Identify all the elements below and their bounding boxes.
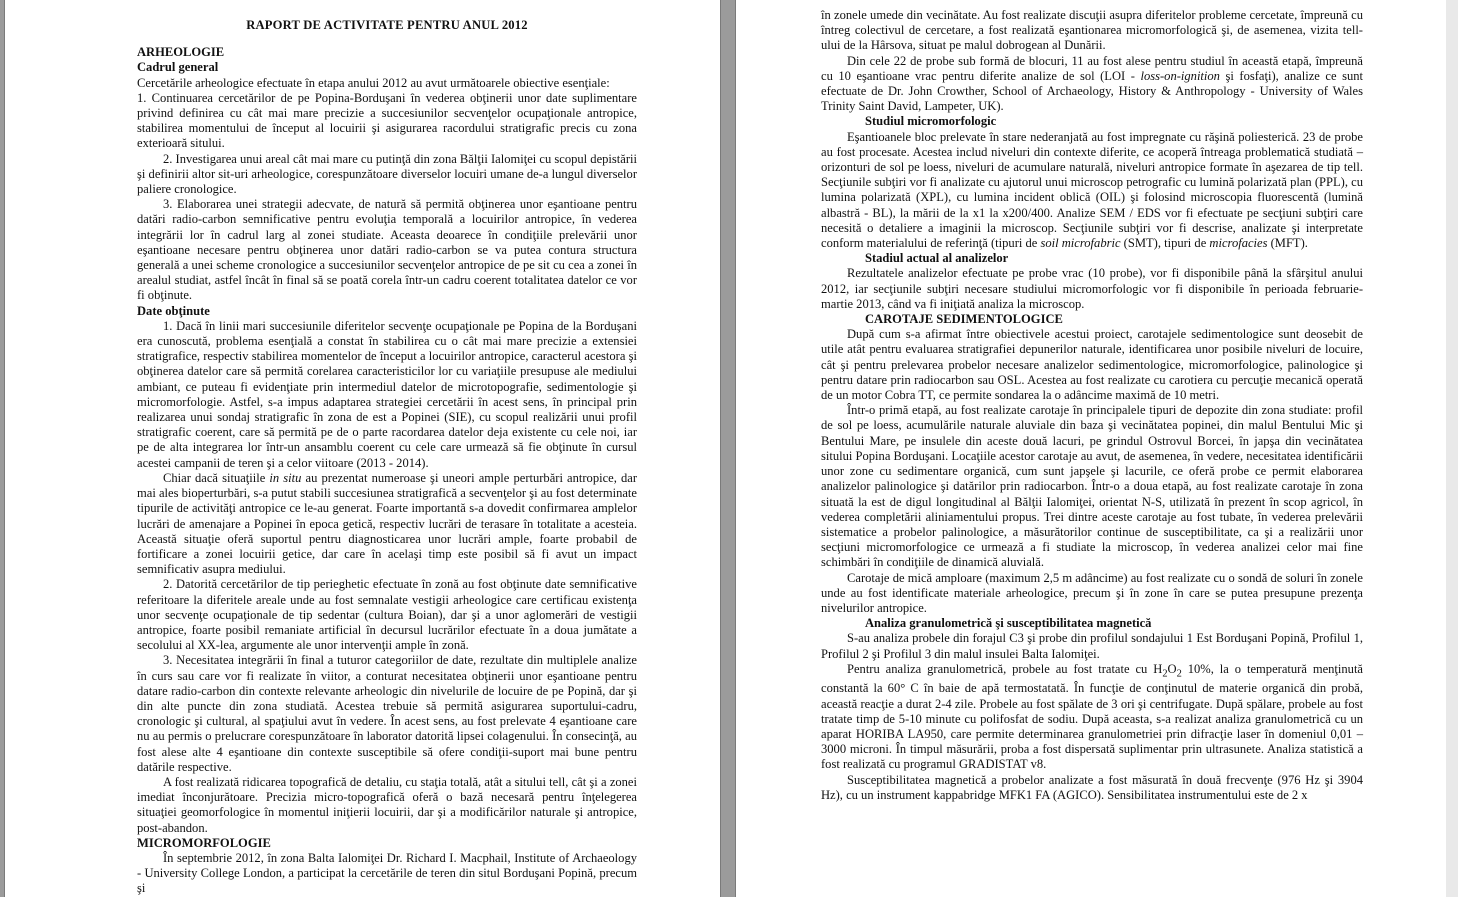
subheading-studiul-micromorfologic: Studiul micromorfologic [865,114,997,129]
subheading-date-obtinute: Date obţinute [137,303,210,318]
subheading-analiza-granulometrica: Analiza granulometrică şi susceptibilitatea magnetică [865,616,1152,631]
heading-carotaje-sedimentologice: CAROTAJE SEDIMENTOLOGICE [865,312,1063,327]
paragraph: Chiar dacă situaţiile in situ au prezentat numeroase şi uneori ample perturbări antropice, dar mai ales bioperturbări, s-a putut stabili succesiunea stratigrafică a secvenţelor şi au fost determinate tipurile de activităţi antropice ce le-au generat. Foarte importantă s-a dovedit confirmarea amplelor lucrări de amenajare a Popinei în epoca getică, respectiv lucrări de terasare în totalitate a acesteia. Această situaţie oferă suportul pentru diagnosticarea unor lucrări ample, foarte probabil de fortificare a zonei locuirii getice, dar care în acelaşi timp este posibil să fi avut un impact semnificativ asupra mediului. [137,470,638,577]
viewer-right-margin [1446,0,1458,897]
heading-micromorfologie: MICROMORFOLOGIE [137,835,271,850]
italic-text: in situ [269,470,302,485]
page-left-text [137,18,637,897]
paragraph: Rezultatele analizelor efectuate pe probe vrac (10 probe), vor fi disponibile până la sfârşitul anului 2012, iar secţiunile subţiri necesare studiului micromorfologic vor fi disponibile în perioada februarie-martie 2013, când va fi iniţiată analiza la microscop. [821,266,1363,311]
paragraph: Din cele 22 de probe sub formă de blocuri, 11 au fost alese pentru studiul în această etapă, împreună cu 10 eşantioane vrac pentru diferite analize de sol (LOI - loss-on-ignition şi fosfaţi), analize ce sunt efectuate de Dr. John Crowther, School of Archaeology, History & Anthropology - University of Wales Trinity Saint David, Lampeter, UK). [821,53,1363,114]
paragraph: 1. Continuarea cercetărilor de pe Popina-Borduşani în vederea obţinerii unor date suplimentare privind definirea cu cât mai mare precizie a succesiunilor secvenţelor ocupaţionale antropice, stabilirea momentului de început al locuirii şi asigurarea racordului stratigrafic precis cu zona exterioară sitului. [137,90,637,151]
paragraph: A fost realizată ridicarea topografică de detaliu, cu staţia totală, atât a sitului tell, cât şi a zonei imediat înconjurătoare. Precizia micro-topografică oferă o bază necesară pentru înţelegerea situaţiei geomorfologice în momentul iniţierii locuirii, dar şi a modificărilor naturale şi antropice, post-abandon. [137,774,637,835]
paragraph: Eşantioanele bloc prelevate în stare nederanjată au fost impregnate cu răşină poliesterică. 23 de probe au fost procesate. Acestea includ niveluri din contexte diferite, ce acoperă întreaga problematică studiată – orizonturi de sol pe loess, niveluri de acumulare naturală, niveluri antropice formate în aşezarea de tip tell. Secţiunile subţiri vor fi analizate cu ajutorul unui microscop petrografic cu lumină polarizată plan (PPL), cu lumina polarizată (XPL), cu lumina incident oblică (OIL) şi folosind microscopia fluorescentă (lumină albastră - BL), la mării de la x1 la x200/400. Analize SEM / EDS vor fi efectuate pe secţiuni subţiri care necesită o detaliere a imaginii la microscop. Secţiunile subţiri vor fi descrise, analizate şi interpretate conform materialului de referinţă (tipuri de soil microfabric (SMT), tipuri de microfacies (MFT). [821,129,1363,251]
subheading-cadrul-general: Cadrul general [137,60,219,75]
subheading-stadiul-actual: Stadiul actual al analizelor [865,251,1009,266]
paragraph: Într-o primă etapă, au fost realizate carotaje în principalele tipuri de depozite din zona studiate: profil de sol pe loess, acumulările naturale aluviale din baza şi vecinătatea popinei, din malul Bentului Mic şi Bentului Mare, pe insulele din aceste două lacuri, pe grindul Ostrovul Borcei, în japşa din vecinătatea sitului Popina Borduşani. Locaţiile acestor carotaje au avut, de asemenea, în vedere, necesitatea identificării unor zone cu sedimentare organică, cum sunt japşele şi lacurile, ce oferă probe ce permit elaborarea analizelor palinologice şi datărilor prin radiocarbon. Într-o a doua etapă, au fost realizate carotaje în zona situată la est de digul longitudinal al Bălţii Ialomiţei, orientat N-S, utilizată în prezent în scop agricol, în vederea completării aliniamentului propus. Trei dintre aceste carotaje au fost tubate, în vederea prelevării sistematice a probelor palinologice, a măsurătorilor continue de susceptibilitate, ca şi a realizării unor secţiuni micromorfologice ce urmează a fi studiate la microscop, în vederea analizei celor mai fine schimbări în condiţiile de dinamică aluvială. [821,403,1363,570]
paragraph: 2. Datorită cercetărilor de tip perieghetic efectuate în zonă au fost obţinute date semnificative referitoare la diferitele areale unde au fost semnalate vestigii arheologice care certificau existenţa unor secvenţe ocupaţionale de tip sedentar (cultura Boian), dar şi a unor aglomerări de vestigii antropice, foarte posibil remaniate artificial în decursul lucrărilor efectuate în a doua jumătate a secolului al XX-lea, argumente ale unor intervenţii ample în zonă. [137,577,637,653]
paragraph: 3. Elaborarea unei strategii adecvate, de natură să permită obţinerea unor eşantioane pentru datări radio-carbon semnificative pentru evoluţia temporală a locuirilor antropice, în vederea integrării lor în cadrul larg al zonei studiate. Aceasta deoarece în condiţiile prelevării unor eşantioane necesare pentru obţinerea unor datări radio-carbon se va putea contura structura generală a unei scheme cronologice a succesiunilor secvenţelor antropice de pe sit cu cea a zonei în arealul studiat, astfel încât în final să se poată corela într-un cadru coerent totalitatea datelor ce vor fi obţinute. [137,197,637,303]
paragraph: Carotaje de mică amploare (maximum 2,5 m adâncime) au fost realizate cu o sondă de soluri în zonele unde au fost identificate materiale arheologice, precum şi în zone în care se putea presupune prezenţa nivelurilor antropice. [821,570,1363,615]
italic-text: microfacies [1209,236,1268,251]
paragraph: în zonele umede din vecinătate. Au fost realizate discuţii asupra diferitelor probleme cercetate, împreună cu întreg colectivul de cercetare, a fost realizată eşantionarea micromorfologică şi, de asemenea, vizita tell-ului de la Hârsova, situat pe malul dobrogean al Dunării. [821,8,1363,53]
paragraph: 3. Necesitatea integrării în final a tuturor categoriilor de date, rezultate din multiplele analize în curs sau care vor fi realizate în viitor, a conturat necesitatea obţinerii unor eşantioane pentru datare radio-carbon din contexte relevante arheologic din nivelurile de locuire de pe Popină, dar şi din alte puncte din zona studiată. Acestea trebuie să permită asigurarea suportului-cadru, cronologic şi cultural, al spaţiului avut în vedere. În acest sens, au fost prelevate 4 eşantioane care nu au permis o prelucrare corespunzătoare în laborator datorită lipsei colagenului. În consecinţă, au fost alese alte 4 eşantioane din contexte susceptibile să ofere condiţii-suport mai bune pentru datările respective. [137,653,637,774]
paragraph: Susceptibilitatea magnetică a probelor analizate a fost măsurată în două frecvenţe (976 Hz şi 3904 Hz), cu un instrument kappabridge MFK1 FA (AGICO). Sensibilitatea instrumentului este de 2 x [821,772,1363,802]
heading-arheologie: ARHEOLOGIE [137,45,225,60]
paragraph: Pentru analiza granulometrică, probele au fost tratate cu $H_2O_2$ 10%, la o temperatură menţinută constantă la 60° C în baie de apă termostatată. În funcţie de conţinutul de materie organică din probă, această reacţie a durat 2-4 zile. Probele au fost spălate de 3 ori şi centrifugate. După spălare, probele au fost tratate timp de 5-10 minute cu polifosfat de sodiu. După aceasta, s-a realizat analiza granulometrică cu un aparat HORIBA LA950, care permite determinarea granulometriei prin difracţie laser în domeniul 0,01 – 3000 microni. În timpul măsurării, proba a fost dispersată suplimentar prin ultrasunete. Analiza statistică a fost realizată cu programul GRADISTAT v8. [821,661,1363,772]
paragraph: 2. Investigarea unui areal cât mai mare cu putinţă din zona Bălţii Ialomiţei cu scopul depistării şi definirii altor sit-uri arheologice, corespunzătoare diverselor locuiri umane de-a lungul diverselor paliere cronologice. [137,151,637,197]
paragraph: S-au analiza probele din forajul C3 şi probe din profilul sondajului 1 Est Borduşani Popină, Profilul 1, Profilul 2 şi Profilul 3 din malul insulei Balta Ialomiţei. [821,631,1363,661]
document-page-left [5,0,720,897]
paragraph: În septembrie 2012, în zona Balta Ialomiţei Dr. Richard I. Macphail, Institute of Archaeology - University College London, a participat la cercetările de teren din situl Borduşani Popină, precum şi [137,850,637,896]
report-title: RAPORT DE ACTIVITATE PENTRU ANUL 2012 [246,18,528,32]
italic-text: loss-on-ignition [1140,68,1220,83]
paragraph: Cercetările arheologice efectuate în etapa anului 2012 au avut următoarele obiective esenţiale: [137,75,610,90]
paragraph: După cum s-a afirmat între obiectivele acestui proiect, carotajele sedimentologice sunt deosebit de utile atât pentru evaluarea stratigrafiei depunerilor naturale, identificarea unor posibile niveluri de locuire, cât şi pentru prelevarea probelor necesare analizelor sedimentologice, micromorfologice, palinologice şi pentru datare prin radiocarbon sau OSL. Acestea au fost realizate cu carotiera cu percuţie mecanică operată de un motor Cobra TT, ce permite sondarea la o adâncime maximă de 10 metri. [821,327,1363,403]
page-right-text [821,8,1363,803]
italic-text: soil microfabric [1040,236,1121,251]
paragraph: 1. Dacă în linii mari succesiunile diferitelor secvenţe ocupaţionale pe Popina de la Borduşani era cunoscută, problema esenţială a constat în stabilirea cu o cât mai mare precizie a extensiei stratigrafice, respectiv stabilirea momentelor de început a locuirilor antropice, caracterul acestora şi obţinerea datelor care să permită corelarea caracteristicilor lor cu variaţiile presupuse ale mediului ambiant, ce puteau fi evidenţiate prin intermediul datelor de microtopografie, sedimentologie şi micromorfologie. Astfel, s-a impus adaptarea strategiei cercetării în acest sens, în principal prin realizarea unui sondaj stratigrafic în zona de est a Popinei (SIE), cu scopul realizării unui profil stratigrafic coerent, care să permită pe de o parte racordarea datelor deja existente cu cele noi, iar pe de alta integrarea lor într-un ansamblu coerent cu cele care urmează să fie obţinute în cursul acestei campanii de teren şi a celor viitoare (2013 - 2014). [137,318,637,470]
document-page-right [736,0,1446,897]
